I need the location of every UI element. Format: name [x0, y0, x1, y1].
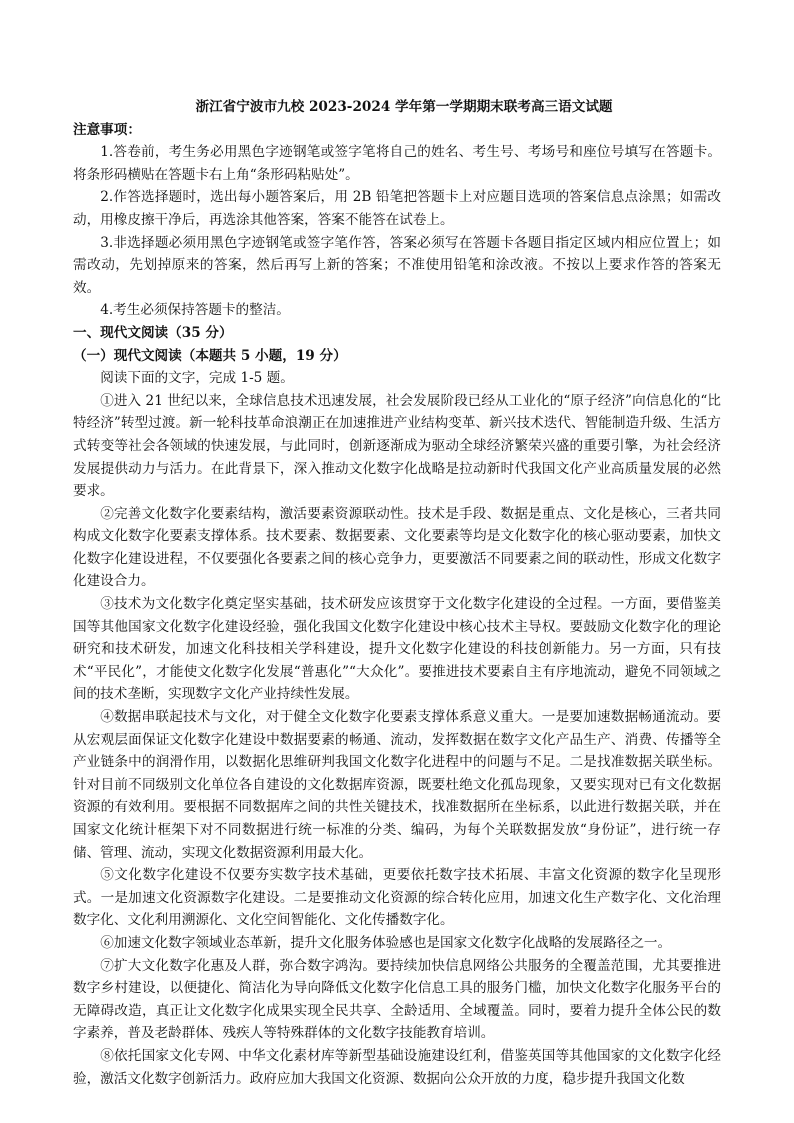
paragraph-8: ⑧依托国家文化专网、中华文化素材库等新型基础设施建设红利，借鉴英国等其他国家的文化数字化经验，激活文化数字创新活力。政府应加大我国文化资源、数据向公众开放的力度，稳步提升我国文化数: [73, 1047, 721, 1087]
paragraph-3: ③技术为文化数字化奠定坚实基础，技术研发应该贯穿于文化数字化建设的全过程。一方面，要借鉴美国等其他国家文化数字化建设经验，强化我国文化数字化建设中核心技术主导权。要鼓励文化数字化的理论研究和技术研发，加速文化科技相关学科建设，提升文化数字化建设的科技创新能力。另一方面，只有技术“平民化”，才能使文化数字化发展“普惠化”“大众化”。要推进技术要素自主有序地流动，避免不同领域之间的技术垄断，实现数字文化产业持续性发展。: [73, 596, 721, 703]
page-content: [73, 96, 721, 1090]
paragraph-4: ④数据串联起技术与文化，对于健全文化数字化要素支撑体系意义重大。一是要加速数据畅通流动。要从宏观层面保证文化数字化建设中数据要素的畅通、流动，发挥数据在数字文化产品生产、消费、传播等全产业链条中的润滑作用，以数据化思维研判我国文化数字化进程中的问题与不足。二是找准数据关联坐标。针对目前不同级别文化单位各自建设的文化数据库资源，既要杜绝文化孤岛现象，又要实现对已有文化数据资源的有效利用。要根据不同数据库之间的共性关键技术，找准数据所在坐标系，以此进行数据关联，并在国家文化统计框架下对不同数据进行统一标准的分类、编码，为每个关联数据发放“身份证”，进行统一存储、管理、流动，实现文化数据资源利用最大化。: [73, 709, 721, 861]
notice-item-2: 2.作答选择题时，选出每小题答案后，用 2B 铅笔把答题卡上对应题目选项的答案信息点涂黑；如需改动，用橡皮擦干净后，再选涂其他答案，答案不能答在试卷上。: [73, 189, 721, 228]
paragraph-5: ⑤文化数字化建设不仅要夯实数字技术基础，更要依托数字技术拓展、丰富文化资源的数字化呈现形式。一是加速文化资源数字化建设。二是要推动文化资源的综合转化应用，加速文化生产数字化、文化治理数字化、文化利用溯源化、文化空间智能化、文化传播数字化。: [73, 867, 721, 929]
reading-instruction: 阅读下面的文字，完成 1-5 题。: [100, 370, 294, 387]
paragraph-2: ②完善文化数字化要素结构，激活要素资源联动性。技术是手段、数据是重点、文化是核心，三者共同构成文化数字化要素支撑体系。技术要素、数据要素、文化要素等均是文化数字化的核心驱动要素，加快文化数字化建设进程，不仅要强化各要素之间的核心竞争力，更要激活不同要素之间的联动性，形成文化数字化建设合力。: [73, 505, 721, 590]
page-title: 浙江省宁波市九校 2023-2024 学年第一学期期末联考高三语文试题: [195, 99, 613, 115]
notice-heading: 注意事项：: [73, 121, 141, 138]
notice-item-4: 4.考生必须保持答题卡的整洁。: [100, 302, 290, 319]
notice-item-3: 3.非选择题必须用黑色字迹钢笔或签字笔作答，答案必须写在答题卡各题目指定区域内相应位置上；如需改动，先划掉原来的答案，然后再写上新的答案；不准使用铅笔和涂改液。不按以上要求作答的答案无效。: [73, 234, 721, 296]
paragraph-6: ⑥加速文化数字领域业态革新，提升文化服务体验感也是国家文化数字化战略的发展路径之一。: [100, 934, 672, 951]
section-heading: 一、现代文阅读（35 分）: [73, 324, 233, 341]
subsection-heading: （一）现代文阅读（本题共 5 小题，19 分）: [73, 347, 347, 364]
paragraph-7: ⑦扩大文化数字化惠及人群，弥合数字鸿沟。要持续加快信息网络公共服务的全覆盖范围，尤其要推进数字乡村建设，以便捷化、简洁化为导向降低文化数字化信息工具的服务门槛，加快文化数字化服务平台的无障碍改造，真正让文化数字化成果实现全民共享、全龄适用、全域覆盖。同时，要着力提升全体公民的数字素养，普及老龄群体、残疾人等特殊群体的文化数字技能教育培训。: [73, 957, 721, 1042]
paragraph-1: ①进入 21 世纪以来，全球信息技术迅速发展，社会发展阶段已经从工业化的“原子经济”向信息化的“比特经济”转型过渡。新一轮科技革命浪潮正在加速推进产业结构变革、新兴技术迭代、智能制造升级、生活方式转变等社会各领域的快速发展，与此同时，创新逐渐成为驱动全球经济繁荣兴盛的重要引擎，为社会经济发展提供动力与活力。在此背景下，深入推动文化数字化战略是拉动新时代我国文化产业高质量发展的必然要求。: [73, 392, 721, 500]
notice-item-1: 1.答卷前，考生务必用黑色字迹钢笔或签字笔将自己的姓名、考生号、考场号和座位号填写在答题卡。将条形码横贴在答题卡右上角“条形码粘贴处”。: [73, 144, 721, 183]
